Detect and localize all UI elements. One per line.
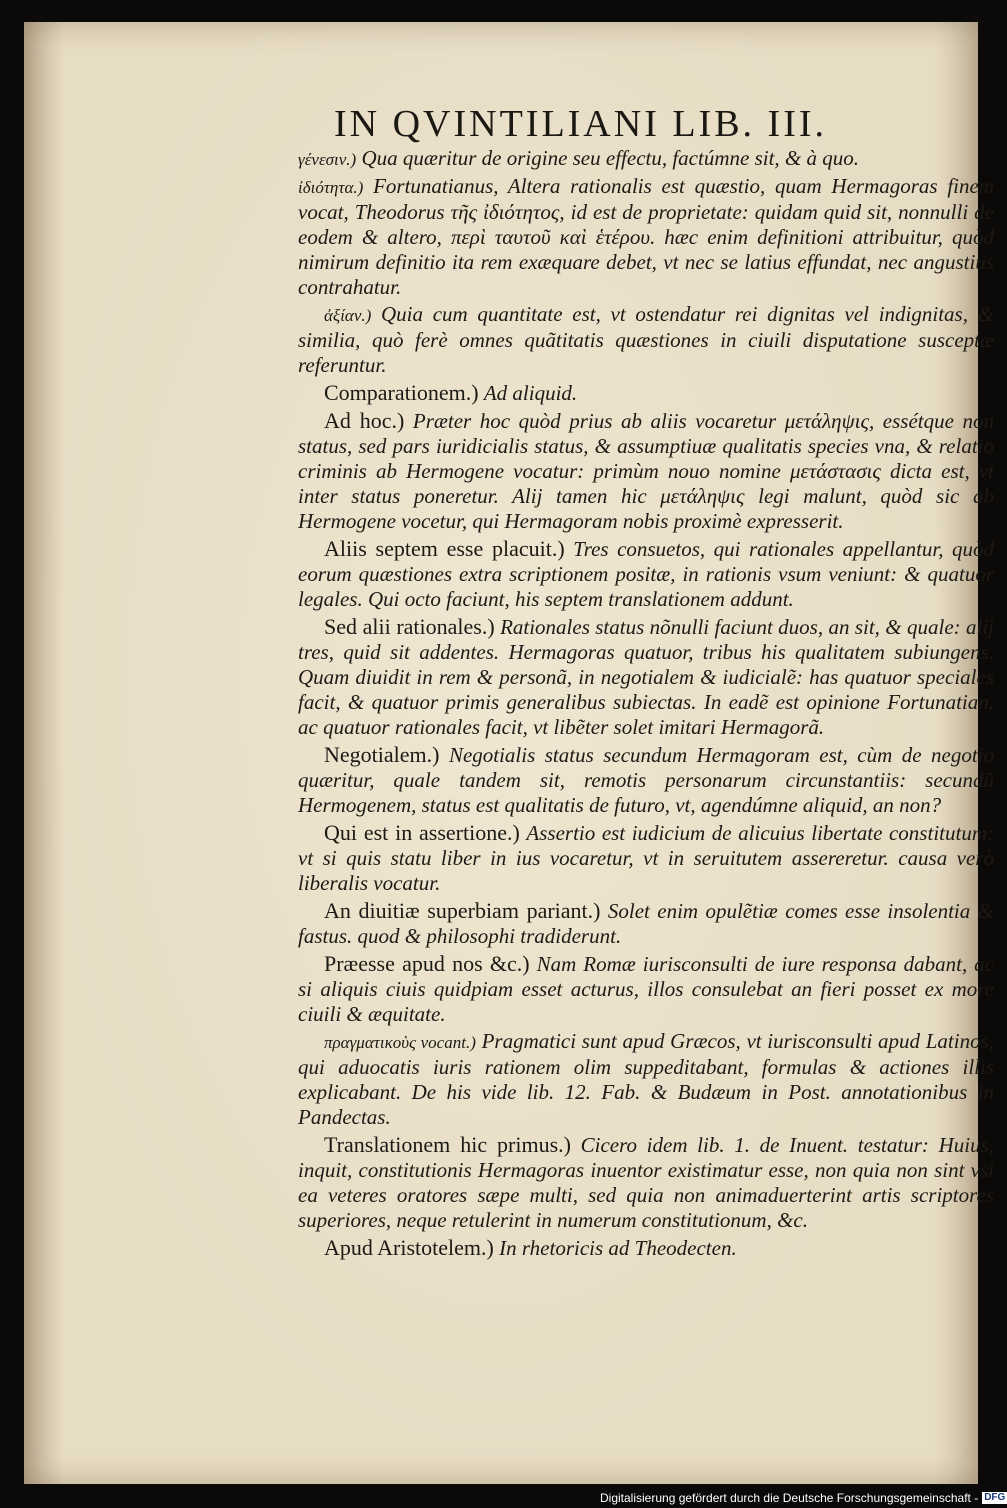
lemma: ἰδιότητα.) [298, 178, 364, 197]
paragraph-aliis-septem [298, 536, 994, 612]
lemma: Apud Aristotelem.) [324, 1235, 494, 1260]
gloss: Rationales status nõnulli faciunt duos, an sit, & quale: alij tres, quid sit addentes. Hermagoras quatuor, tribus his qualitatem subiungens. Quam diuidit in rem & personã, in negotialem & iudicialẽ: has quatuor speciales facit, & quatuor primis generalibus subiectas. In eadẽ est opinione Fortunatian. ac quatuor rationales facit, vt libẽter solet imitari Hermagorã. [298, 615, 995, 739]
gloss: In rhetoricis ad Theodecten. [499, 1236, 737, 1260]
gloss: Pragmatici sunt apud Græcos, vt iurisconsulti apud Latinos, qui aduocatis iuris rationem olim suppeditabant, formulas & actiones illis explicabant. De his vide lib. 12. Fab. & Budæum in Post. annotationibus in Pandectas. [298, 1029, 994, 1129]
paragraph-assertione [298, 820, 994, 896]
lemma: Sed alii rationales.) [324, 614, 495, 639]
lemma: Comparationem.) [324, 380, 479, 405]
lemma: Negotialem.) [324, 742, 440, 767]
paragraph-sed-alii [298, 614, 994, 740]
paragraph-genesis [298, 146, 994, 172]
paragraph-translationem [298, 1132, 994, 1233]
paragraph-diuitiae [298, 898, 994, 949]
lemma: Translationem hic primus.) [324, 1132, 571, 1157]
paragraph-ad-hoc [298, 408, 994, 534]
gloss: Nam Romæ iurisconsulti de iure responsa dabant, ac si aliquis ciuis quidpiam esset acturus, illos consulebat an fieri posset ex more ciuili & æquitate. [298, 952, 995, 1026]
lemma: ἀξίαν.) [324, 306, 372, 325]
lemma: An diuitiæ superbiam pariant.) [324, 898, 601, 923]
gloss: Quia cum quantitate est, vt ostendatur rei dignitas vel indignitas, & similia, quò ferè omnes quãtitatis quæstiones in ciuili disputatione susceptæ referuntur. [298, 302, 994, 377]
gloss: Tres consuetos, qui rationales appellantur, quòd eorum quæstiones extra scriptionem positæ, in rationis vsum veniunt: & quatuor legales. Qui octo faciunt, his septem translationem addunt. [298, 537, 995, 611]
gloss: Negotialis status secundum Hermagoram est, cùm de negotio quæritur, quale tandem sit, remotis personarum circunstantiis: secundũ Hermogenem, status est qualitatis de futuro, vt, agendúmne aliquid, an non? [298, 743, 995, 817]
digitization-credit [600, 1488, 1006, 1508]
paragraph-aristotelem [298, 1235, 994, 1261]
paragraph-pragmaticos [298, 1029, 994, 1130]
lemma: πραγματικοὺς vocant.) [324, 1033, 476, 1052]
gloss: Ad aliquid. [483, 381, 578, 405]
gloss: Qua quæritur de origine seu effectu, factúmne sit, & à quo. [361, 146, 859, 170]
gloss: Præter hoc quòd prius ab aliis vocaretur μετάληψις, essétque non status, sed pars iuridicialis status, & assumptiuæ qualitatis species vna, & relatio criminis ab Hermogene vocatur: primùm nouo nomine μετάστασις dicta est, vt inter status poneretur. Alij tamen hic μετάληψις legi malunt, quòd sic ab Hermogene vocetur, qui Hermagoram nobis proximè expresserit. [298, 409, 995, 533]
commentary-text [298, 146, 994, 1263]
lemma: Præesse apud nos &c.) [324, 951, 530, 976]
gloss: Assertio est iudicium de alicuius libertate constitutum: vt si quis statu liber in ius vocaretur, vt in seruitutem assereretur. causa verò liberalis vocatur. [298, 821, 994, 895]
book-page [24, 22, 995, 1484]
paragraph-axian [298, 302, 994, 378]
lemma: γένεσιν.) [298, 150, 357, 169]
lemma: Ad hoc.) [324, 408, 405, 433]
gloss: Fortunatianus, Altera rationalis est quæstio, quam Hermagoras finem vocat, Theodorus τῆς ἰδιότητος, id est de proprietate: quidam quid sit, nonnulli de eodem & altero, περὶ ταυτοῦ καὶ ἑτέρου. hæc enim definitioni attribuitur, quòd nimirum definitio ita rem exæquare debet, vt nec se latius effundat, nec angustius contrahatur. [298, 174, 995, 299]
dfg-logo-icon: DFG [984, 1492, 1006, 1503]
paragraph-negotialem [298, 742, 994, 818]
lemma: Qui est in assertione.) [324, 820, 520, 845]
gloss: Cicero idem lib. 1. de Inuent. testatur: Huius, inquit, constitutionis Hermagoras inuentor existimatur esse, non quia non sint vsi ea veteres oratores sæpe multi, sed quia non animaduerterint artis scriptores superiores, neque retulerint in numerum constitutionum, &c. [298, 1133, 994, 1232]
gloss: Solet enim opulẽtiæ comes esse insolentia & fastus. quod & philosophi tradiderunt. [298, 899, 994, 948]
running-head: IN QVINTILIANI LIB. III. [334, 103, 828, 145]
credit-text: Digitalisierung gefördert durch die Deutsche Forschungsgemeinschaft - [600, 1491, 979, 1505]
lemma: Aliis septem esse placuit.) [324, 536, 565, 561]
paragraph-idiotes [298, 174, 994, 300]
paragraph-praeesse [298, 951, 994, 1027]
paragraph-comparationem [298, 380, 994, 406]
